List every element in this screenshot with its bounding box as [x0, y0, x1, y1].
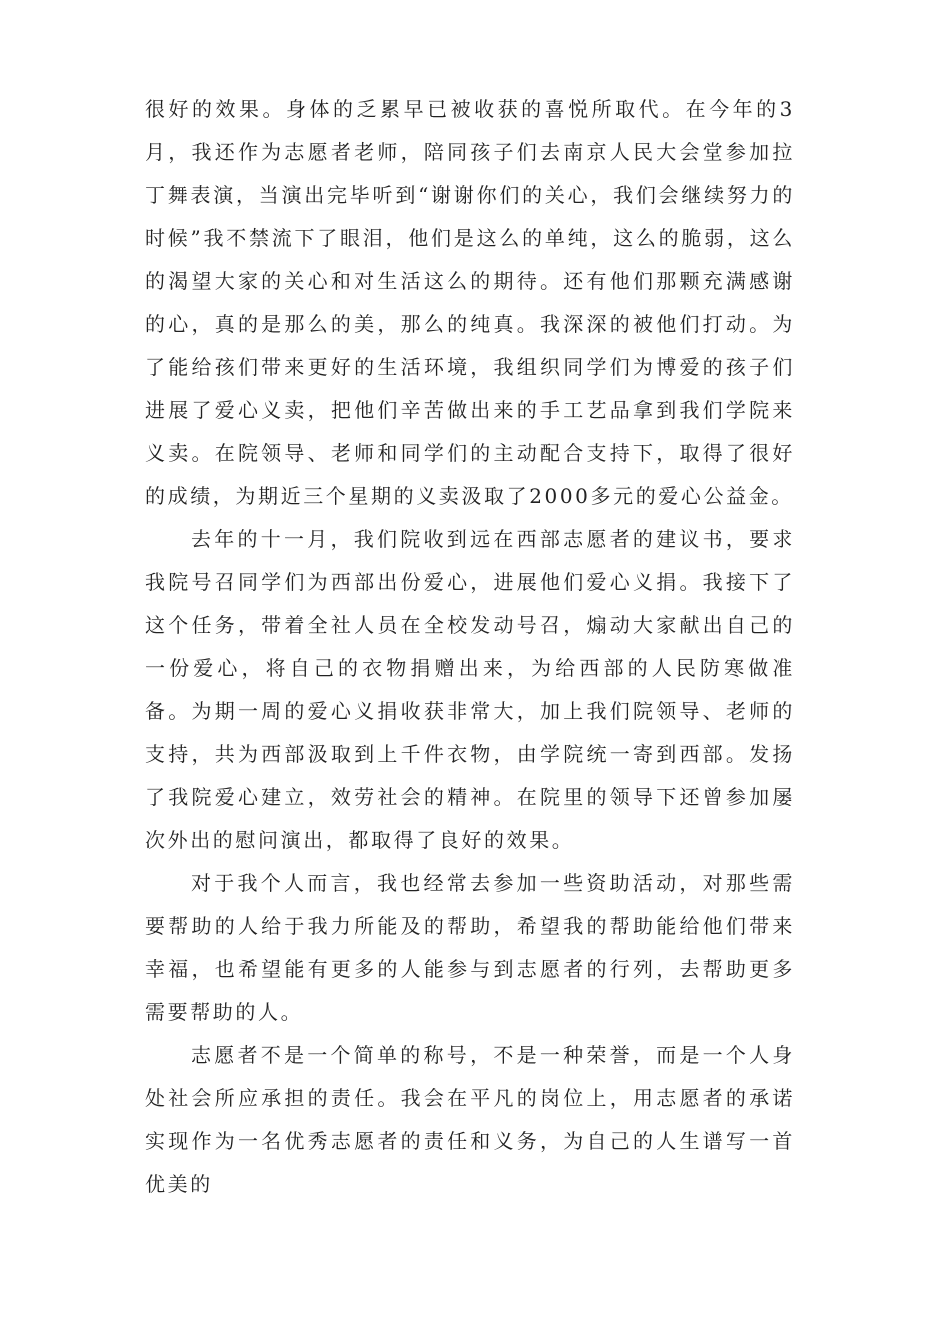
paragraph-3: 对于我个人而言，我也经常去参加一些资助活动，对那些需要帮助的人给于我力所能及的帮助，希望我的帮助能给他们带来幸福，也希望能有更多的人能参与到志愿者的行列，去帮助更多需要帮助的人。	[145, 871, 795, 1024]
paragraph-2: 去年的十一月，我们院收到远在西部志愿者的建议书，要求我院号召同学们为西部出份爱心，进展他们爱心义捐。我接下了这个任务，带着全社人员在全校发动号召，煽动大家献出自己的一份爱心，将自己的衣物捐赠出来，为给西部的人民防寒做准备。为期一周的爱心义捐收获非常大，加上我们院领导、老师的支持，共为西部汲取到上千件衣物，由学院统一寄到西部。发扬了我院爱心建立，效劳社会的精神。在院里的领导下还曾参加屡次外出的慰问演出，都取得了良好的效果。	[145, 527, 795, 852]
paragraph-1: 很好的效果。身体的乏累早已被收获的喜悦所取代。在今年的3月，我还作为志愿者老师，陪同孩子们去南京人民大会堂参加拉丁舞表演，当演出完毕听到“谢谢你们的关心，我们会继续努力的时候”我不禁流下了眼泪，他们是这么的单纯，这么的脆弱，这么的渴望大家的关心和对生活这么的期待。还有他们那颗充满感谢的心，真的是那么的美，那么的纯真。我深深的被他们打动。为了能给孩们带来更好的生活环境，我组织同学们为博爱的孩子们进展了爱心义卖，把他们辛苦做出来的手工艺品拿到我们学院来义卖。在院领导、老师和同学们的主动配合支持下，取得了很好的成绩，为期近三个星期的义卖汲取了2000多元的爱心公益金。	[145, 97, 795, 508]
document-body	[145, 88, 795, 1206]
paragraph-4: 志愿者不是一个简单的称号，不是一种荣誉，而是一个人身处社会所应承担的责任。我会在平凡的岗位上，用志愿者的承诺实现作为一名优秀志愿者的责任和义务，为自己的人生谱写一首优美的	[145, 1043, 795, 1196]
